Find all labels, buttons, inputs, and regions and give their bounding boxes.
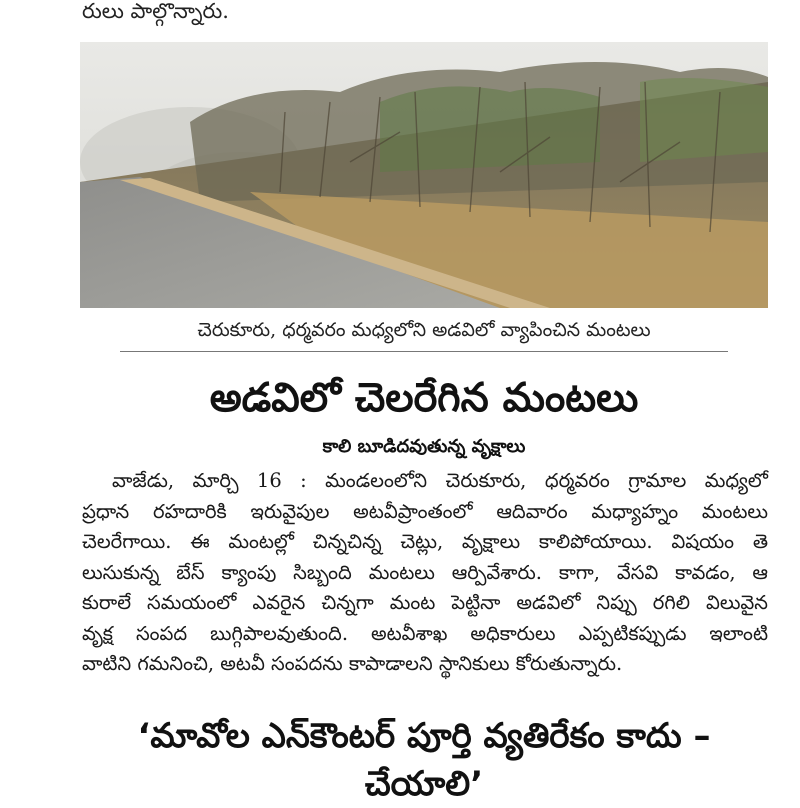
body-line: చెలరేగాయి. ఈ మంటల్లో చిన్నచిన్న చెట్లు, వృక్షాలు కాలిపోయాయి. విషయం తె [82,530,768,553]
next-article-headline: ‘మావోల ఎన్‌కౌంటర్ పూర్తి వ్యతిరేకం కాదు – చేయాలి’ [137,716,711,804]
body-line: కురాలే సమయంలో ఎవరైన చిన్నగా మంట పెట్టినా అడవిలో నిప్పు రగిలి విలువైన [82,591,768,614]
article-headline: అడవిలో చెలరేగిన మంటలు [209,375,639,421]
news-photo [80,42,768,308]
body-line: వాటిని గమనించి, అటవీ సంపదను కాపాడాలని స్థానికులు కోరుతున్నారు. [82,652,623,675]
article-subheadline: కాలి బూడిదవుతున్న వృక్షాలు [322,436,526,457]
photo-caption: చెరుకూరు, ధర్మవరం మధ్యలోని అడవిలో వ్యాపించిన మంటలు [197,319,651,341]
body-line: ప్రధాన రహదారికి ఇరువైపుల అటవీప్రాంతంలో ఆదివారం మధ్యాహ్నం మంటలు [82,499,768,523]
body-line: వాజేడు, మార్చి 16 : మండలంలోని చెరుకూరు, ధర్మవరం గ్రామాల మధ్యలో [112,469,768,492]
body-line: లుసుకున్న బేస్ క్యాంపు సిబ్బంది మంటలు ఆర్పివేశారు. కాగా, వేసవి కావడం, ఆ [82,560,768,584]
body-line: వృక్ష సంపద బుగ్గిపాలవుతుంది. అటవీశాఖ అధికారులు ఎప్పటికప్పుడు ఇలాంటి [82,621,768,645]
article-body [82,466,768,680]
previous-article-tail: రులు పాల్గొన్నారు. [82,0,229,23]
caption-divider [120,351,728,352]
